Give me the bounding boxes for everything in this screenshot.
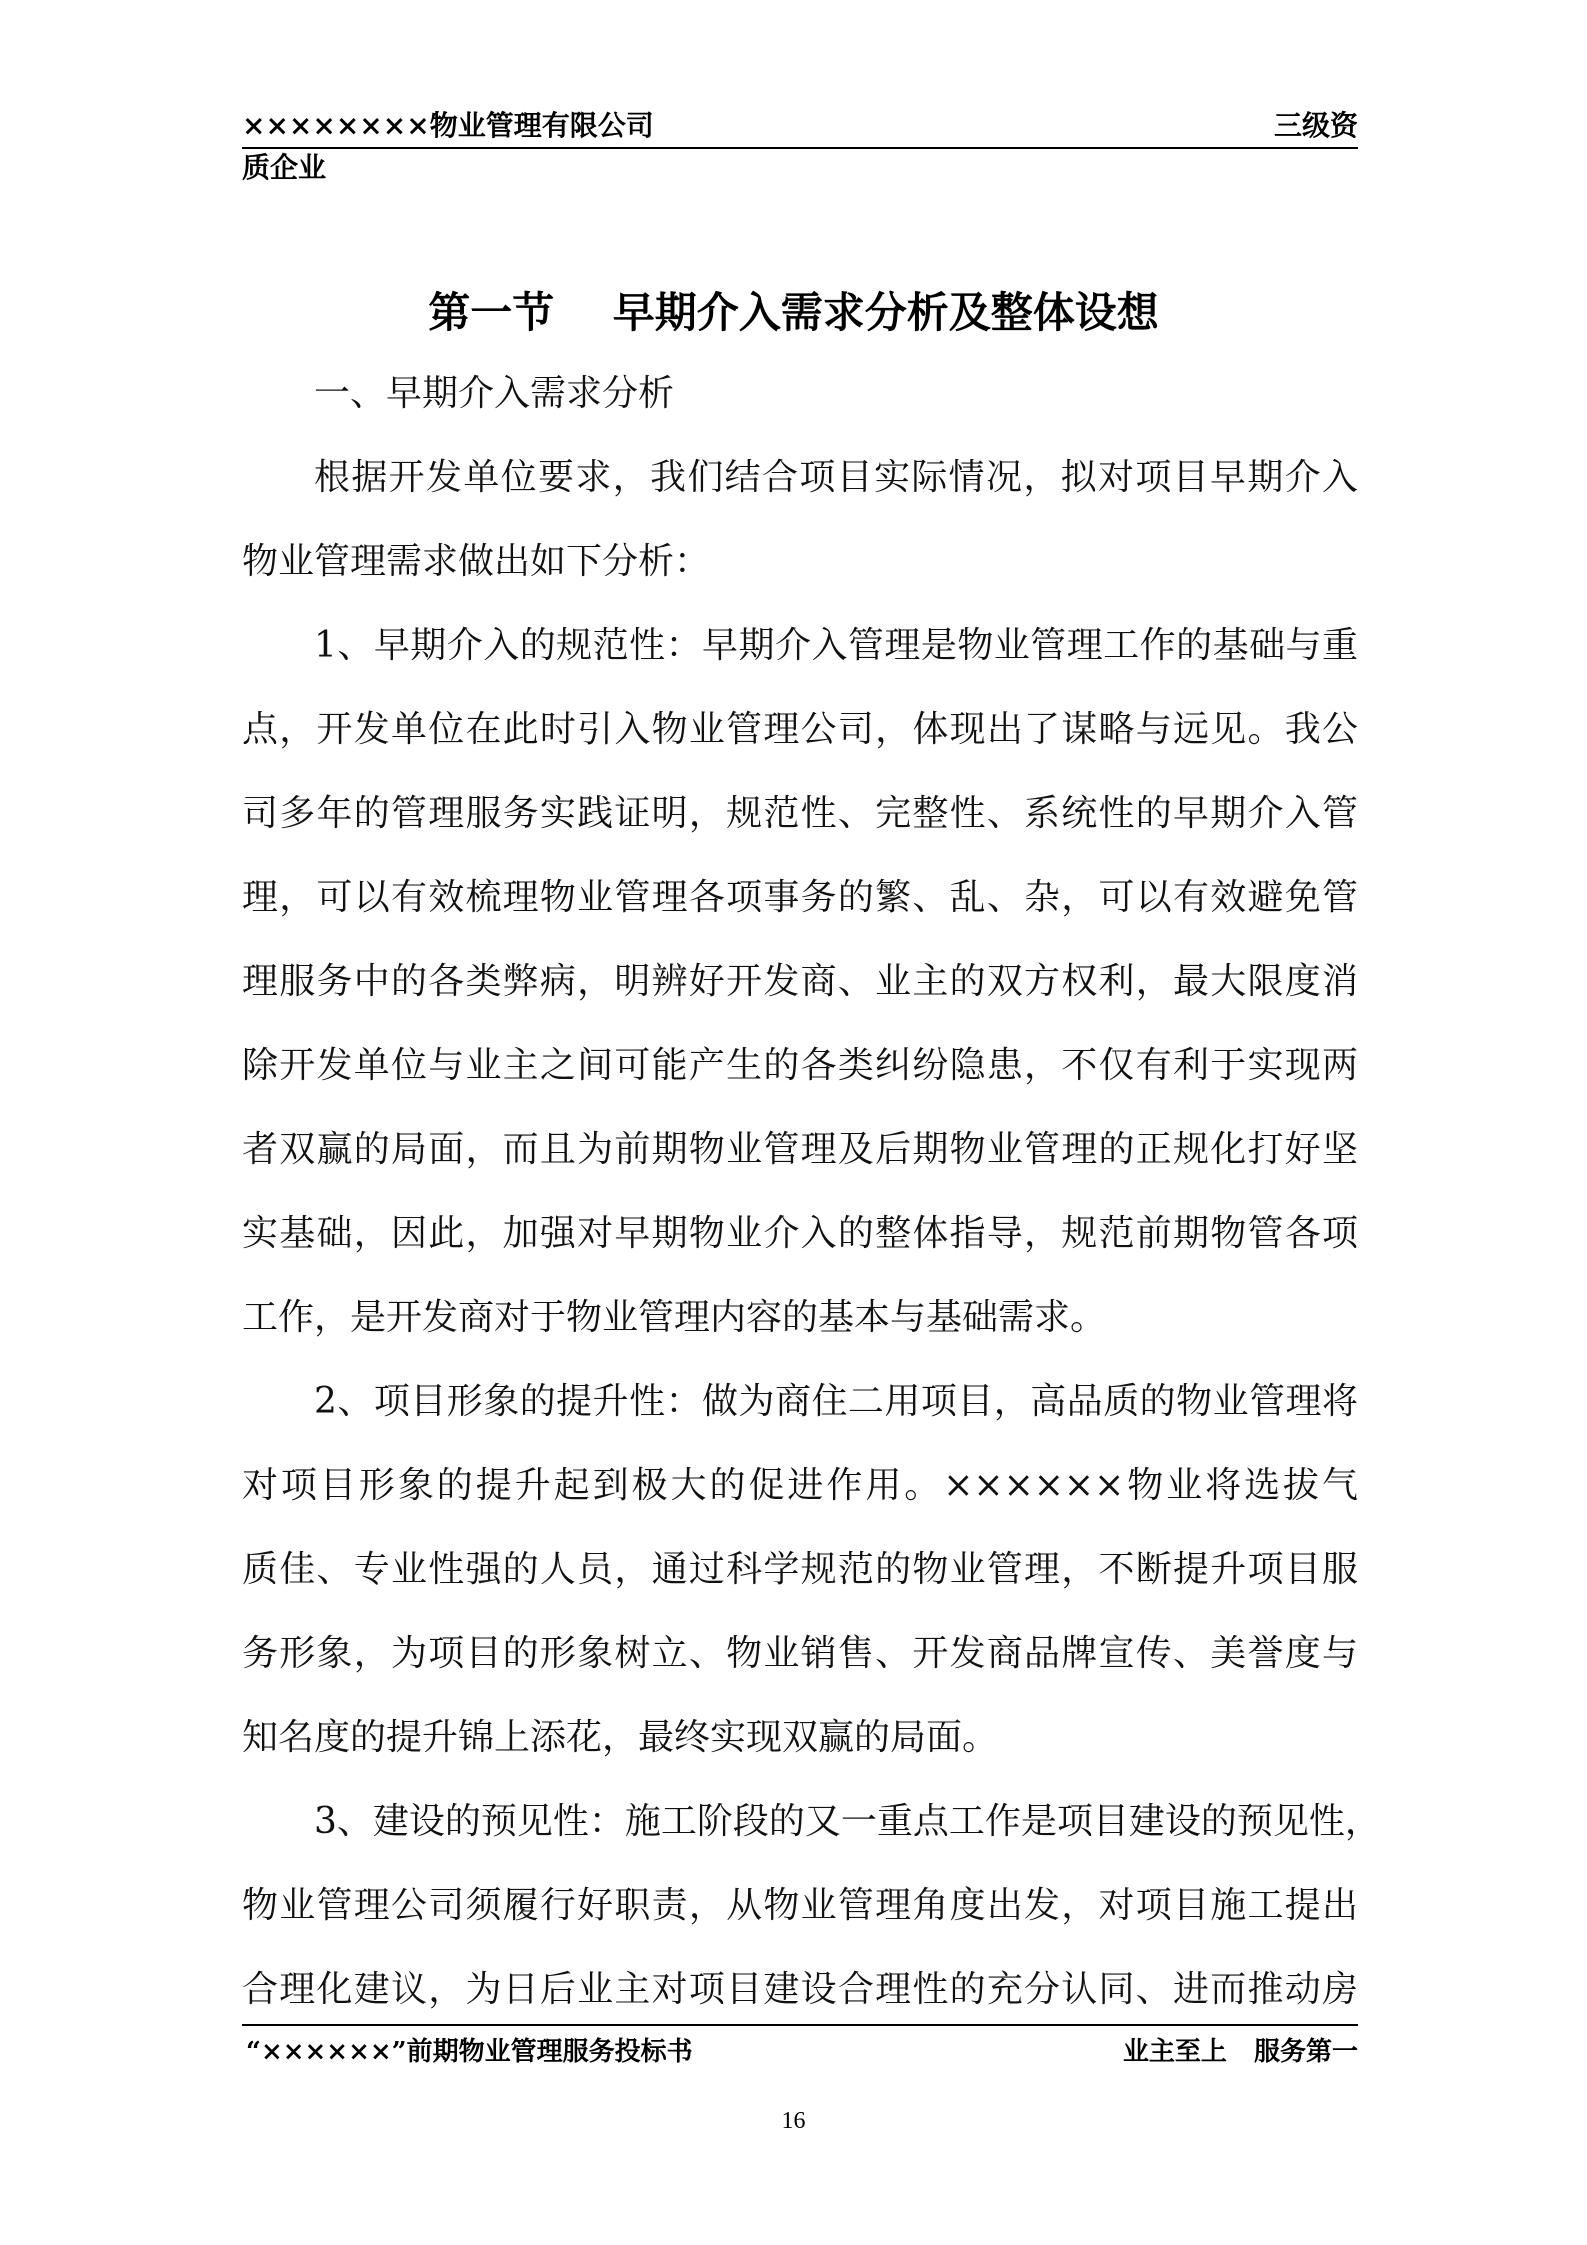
text-line: 对项目形象的提升起到极大的促进作用。××××××物业将选拔气 [242, 1465, 1358, 1506]
text-line: 1、早期介入的规范性：早期介入管理是物业管理工作的基础与重 [314, 625, 1358, 666]
header-qualification-continuation: 质企业 [242, 151, 327, 184]
text-line: 2、项目形象的提升性：做为商住二用项目，高品质的物业管理将 [314, 1381, 1358, 1422]
subsection-heading: 一、早期介入需求分析 [314, 373, 675, 414]
text-line: 3、建设的预见性：施工阶段的又一重点工作是项目建设的预见性， [314, 1801, 1381, 1842]
text-line: 理，可以有效梳理物业管理各项事务的繁、乱、杂，可以有效避免管 [242, 877, 1358, 918]
header-rule [242, 147, 1358, 149]
text-line: 实基础，因此，加强对早期物业介入的整体指导，规范前期物管各项 [242, 1213, 1358, 1254]
page-number: 16 [781, 2108, 806, 2134]
text-line: 理服务中的各类弊病，明辨好开发商、业主的双方权利，最大限度消 [242, 961, 1358, 1002]
text-line: 质佳、专业性强的人员，通过科学规范的物业管理，不断提升项目服 [242, 1549, 1358, 1590]
text-line: 务形象，为项目的形象树立、物业销售、开发商品牌宣传、美誉度与 [242, 1633, 1358, 1674]
text-line: 点，开发单位在此时引入物业管理公司，体现出了谋略与远见。我公 [242, 709, 1358, 750]
header-qualification: 三级资 [1273, 109, 1358, 142]
text-line: 根据开发单位要求，我们结合项目实际情况，拟对项目早期介入 [314, 457, 1358, 498]
header-company: ××××××××物业管理有限公司 [242, 109, 654, 142]
footer-rule [242, 2024, 1358, 2026]
section-title: 第一节 早期介入需求分析及整体设想 [428, 288, 1159, 337]
text-line: 知名度的提升锦上添花，最终实现双赢的局面。 [242, 1717, 999, 1758]
text-line: 合理化建议，为日后业主对项目建设合理性的充分认同、进而推动房 [242, 1969, 1358, 2010]
text-line: 司多年的管理服务实践证明，规范性、完整性、系统性的早期介入管 [242, 793, 1358, 834]
footer-slogan: 业主至上 服务第一 [1122, 2037, 1358, 2067]
text-line: 物业管理公司须履行好职责，从物业管理角度出发，对项目施工提出 [242, 1885, 1358, 1926]
text-line: 除开发单位与业主之间可能产生的各类纠纷隐患，不仅有利于实现两 [242, 1045, 1358, 1086]
text-line: 者双赢的局面，而且为前期物业管理及后期物业管理的正规化打好坚 [242, 1129, 1358, 1170]
text-line: 工作，是开发商对于物业管理内容的基本与基础需求。 [242, 1297, 1107, 1338]
text-line: 物业管理需求做出如下分析： [242, 541, 711, 582]
footer-document-title: “××××××”前期物业管理服务投标书 [246, 2037, 693, 2067]
